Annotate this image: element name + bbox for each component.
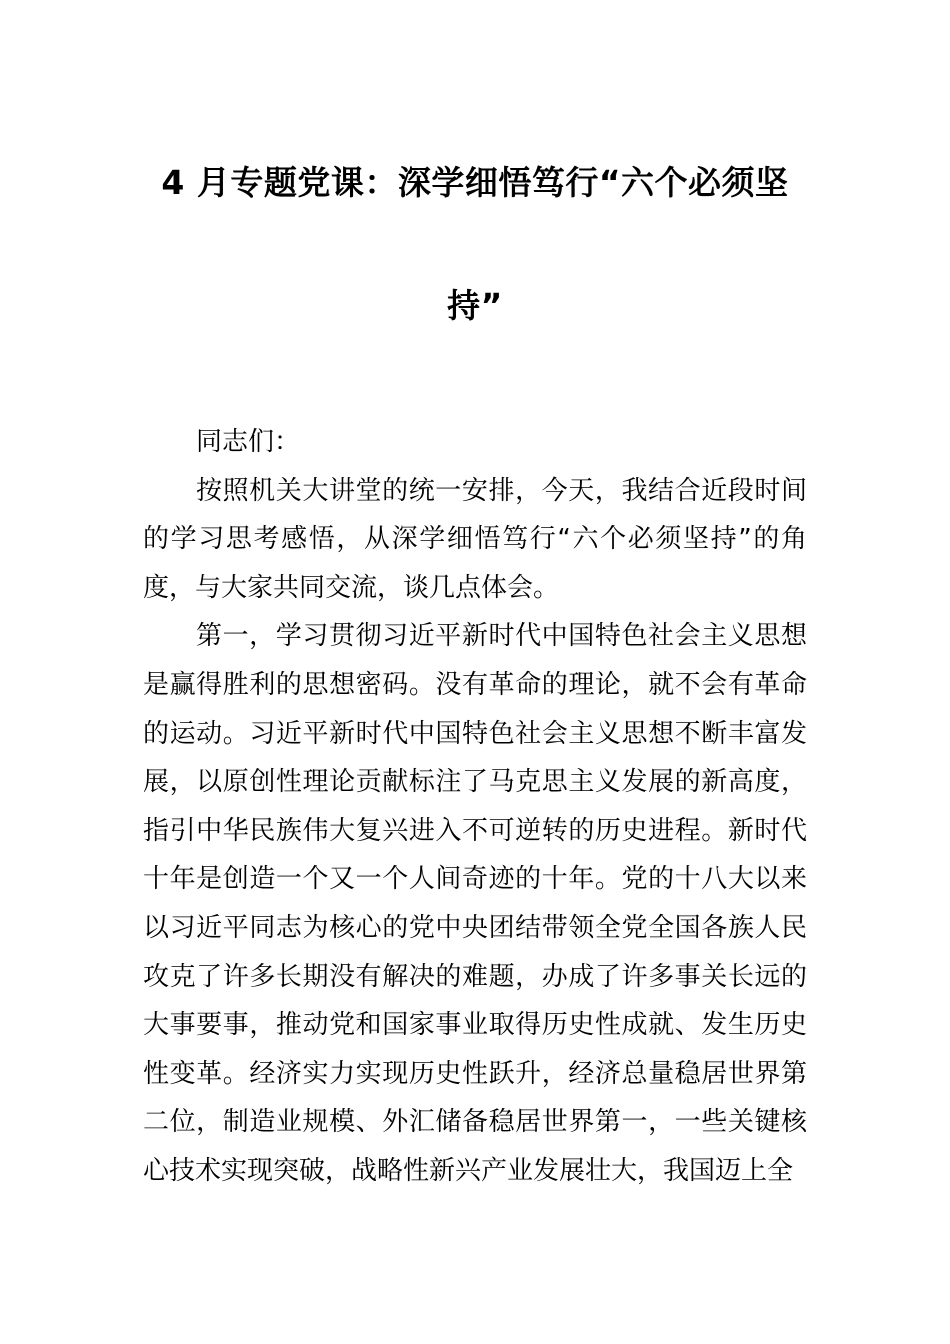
- salutation: 同志们：: [196, 427, 301, 457]
- title-line-1: 4 月专题党课：深学细悟笃行“六个必须坚: [161, 163, 789, 202]
- paragraph-2: 第一，学习贯彻习近平新时代中国特色社会主义思想是赢得胜利的思想密码。没有革命的理论，就不会有革命的运动。习近平新时代中国特色社会主义思想不断丰富发展，以原创性理论贡献标注了马克思主义发展的新高度，指引中华民族伟大复兴进入不可逆转的历史进程。新时代十年是创造一个又一个人间奇迹的十年。党的十八大以来以习近平同志为核心的党中央团结带领全党全国各族人民攻克了许多长期没有解决的难题，办成了许多事关长远的大事要事，推动党和国家事业取得历史性成就、发生历史性变革。经济实力实现历史性跃升，经济总量稳居世界第二位，制造业规模、外汇储备稳居世界第一，一些关键核心技术实现突破，战略性新兴产业发展壮大，我国迈上全: [143, 621, 807, 1186]
- document-title: [140, 150, 810, 339]
- document-body: [143, 418, 807, 1196]
- title-line-2: 持”: [447, 286, 503, 325]
- paragraph-1: 按照机关大讲堂的统一安排，今天，我结合近段时间的学习思考感悟，从深学细悟笃行“六个必须坚持”的角度，与大家共同交流，谈几点体会。: [143, 475, 807, 603]
